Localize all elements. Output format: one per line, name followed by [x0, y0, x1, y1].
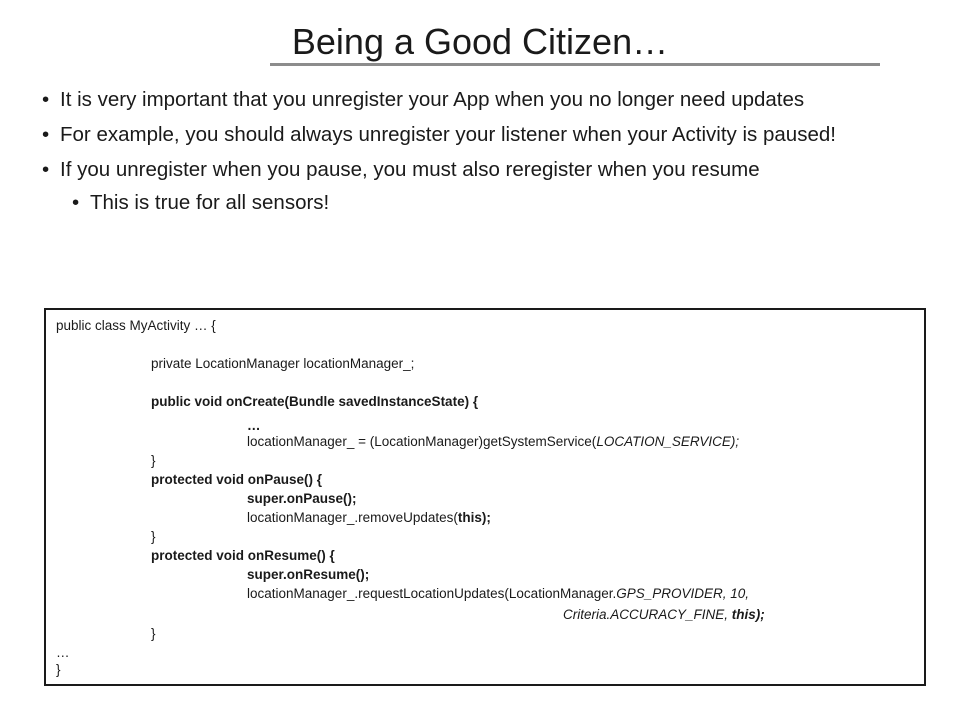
code-line: protected void onResume() { — [151, 548, 335, 563]
code-line: … — [247, 418, 261, 433]
code-constant: LOCATION_SERVICE); — [596, 434, 740, 449]
sub-bullet-item: • This is true for all sensors! — [70, 189, 900, 216]
code-line: } — [151, 529, 156, 544]
code-constant: Criteria.ACCURACY_FINE, — [563, 607, 732, 622]
code-text: locationManager_ = (LocationManager)getSystemService( — [247, 434, 597, 449]
slide-title: Being a Good Citizen… — [291, 21, 669, 62]
code-text: locationManager_.requestLocationUpdates(LocationManager. — [247, 586, 617, 601]
code-line — [563, 607, 765, 623]
bullet-item: • For example, you should always unregister your listener when your Activity is paused! — [40, 121, 900, 148]
code-line: super.onResume(); — [247, 567, 370, 582]
code-line: } — [151, 626, 156, 641]
code-line — [247, 586, 749, 602]
code-line — [247, 510, 491, 526]
code-constant: GPS_PROVIDER, 10, — [616, 586, 750, 601]
code-line: public class MyActivity … { — [56, 318, 216, 333]
code-line: super.onPause(); — [247, 491, 357, 506]
code-keyword: this); — [731, 607, 765, 622]
bullet-item: • If you unregister when you pause, you must also reregister when you resume — [40, 156, 900, 183]
bullet-item: • It is very important that you unregister your App when you no longer need updates — [40, 86, 900, 113]
code-line — [247, 434, 739, 450]
title-underline — [270, 63, 880, 66]
bullet-list — [40, 86, 900, 224]
code-line: } — [151, 453, 156, 468]
code-line: public void onCreate(Bundle savedInstanceState) { — [151, 394, 479, 409]
code-snippet-box — [44, 308, 926, 686]
code-line: } — [56, 662, 61, 677]
code-line: … — [56, 645, 70, 660]
code-text: locationManager_.removeUpdates( — [247, 510, 458, 525]
code-line: private LocationManager locationManager_; — [151, 356, 415, 371]
code-keyword: this); — [457, 510, 491, 525]
code-line: protected void onPause() { — [151, 472, 323, 487]
